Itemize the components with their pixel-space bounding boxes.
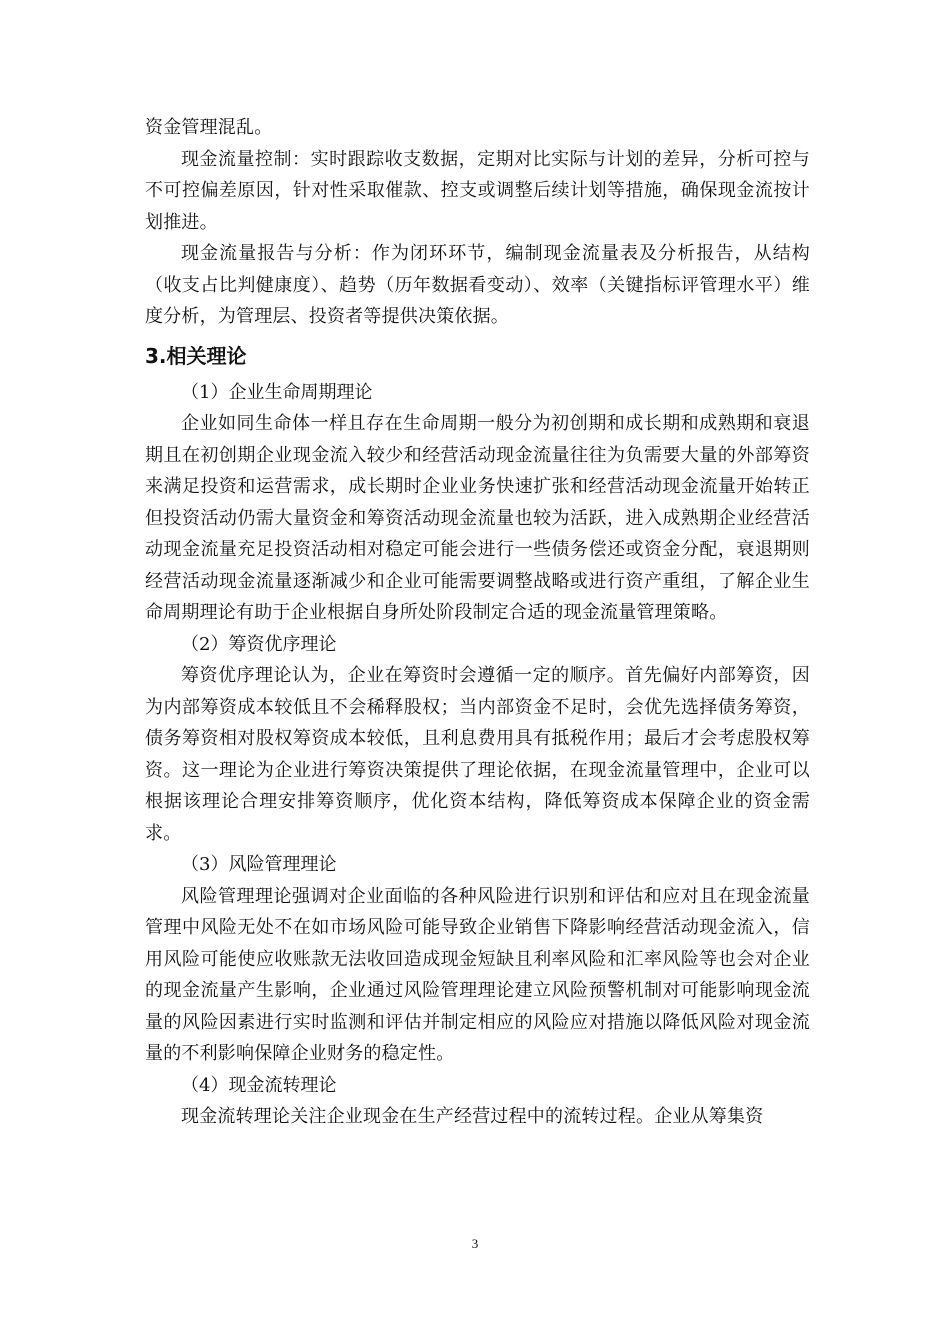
paragraph-risk-management: 风险管理理论强调对企业面临的各种风险进行识别和评估和应对且在现金流量管理中风险无处不在如市场风险可能导致企业销售下降影响经营活动现金流入，信用风险可能使应收账款无法收回造成现金短缺且利率风险和汇率风险等也会对企业的现金流量产生影响，企业通过风险管理理论建立风险预警机制对可能影响现金流量的风险因素进行实时监测和评估并制定相应的风险应对措施以降低风险对现金流量的不利影响保障企业财务的稳定性。 bbox=[145, 885, 810, 1064]
subheading-risk-management: （3）风险管理理论 bbox=[181, 854, 337, 875]
paragraph-cash-flow-control: 现金流量控制：实时跟踪收支数据，定期对比实际与计划的差异，分析可控与不可控偏差原因，针对性采取催款、控支或调整后续计划等措施，确保现金流按计划推进。 bbox=[145, 148, 810, 233]
subheading-pecking-order: （2）筹资优序理论 bbox=[181, 633, 337, 655]
page-number: 3 bbox=[471, 1236, 479, 1251]
document-body bbox=[145, 112, 810, 1133]
subheading-cash-turnover: （4）现金流转理论 bbox=[181, 1074, 337, 1096]
paragraph-cash-turnover: 现金流转理论关注企业现金在生产经营过程中的流转过程。企业从筹集资 bbox=[181, 1106, 764, 1127]
paragraph-cash-flow-report: 现金流量报告与分析：作为闭环环节，编制现金流量表及分析报告，从结构（收支占比判健康度）、趋势（历年数据看变动）、效率（关键指标评管理水平）维度分析，为管理层、投资者等提供决策依据。 bbox=[145, 243, 810, 327]
paragraph-1: 资金管理混乱。 bbox=[145, 117, 273, 138]
paragraph-life-cycle: 企业如同生命体一样且存在生命周期一般分为初创期和成长期和成熟期和衰退期且在初创期企业现金流入较少和经营活动现金流量往往为负需要大量的外部筹资来满足投资和运营需求，成长期时企业业务快速扩张和经营活动现金流量开始转正但投资活动仍需大量资金和筹资活动现金流量也较为活跃，进入成熟期企业经营活动现金流量充足投资活动相对稳定可能会进行一些债务偿还或资金分配，衰退期则经营活动现金流量逐渐减少和企业可能需要调整战略或进行资产重组，了解企业生命周期理论有助于企业根据自身所处阶段制定合适的现金流量管理策略。 bbox=[145, 413, 810, 623]
paragraph-pecking-order: 筹资优序理论认为，企业在筹资时会遵循一定的顺序。首先偏好内部筹资，因为内部筹资成本较低且不会稀释股权；当内部资金不足时，会优先选择债务筹资，债务筹资相对股权筹资成本较低，且利息费用具有抵税作用；最后才会考虑股权筹资。这一理论为企业进行筹资决策提供了理论依据，在现金流量管理中，企业可以根据该理论合理安排筹资顺序，优化资本结构，降低筹资成本保障企业的资金需求。 bbox=[145, 665, 810, 844]
section-heading: 3.相关理论 bbox=[145, 343, 247, 368]
subheading-life-cycle: （1）企业生命周期理论 bbox=[181, 381, 373, 403]
